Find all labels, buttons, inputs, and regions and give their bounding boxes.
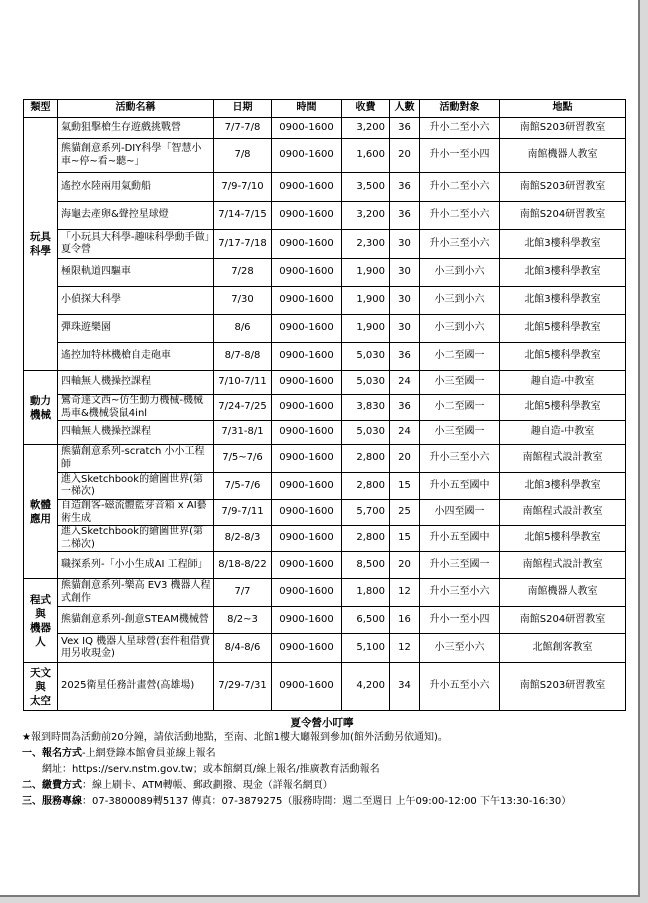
fee-cell: 8,500	[342, 552, 390, 579]
place-cell: 南館S203研習教室	[500, 173, 626, 202]
activity-name-cell: 2025衛星任務計畫營(高雄場)	[58, 663, 214, 711]
column-header: 活動名稱	[58, 100, 214, 118]
date-cell: 8/7-8/8	[214, 343, 272, 371]
activity-name-cell: 進入Sketchbook的繪圖世界(第一梯次)	[58, 473, 214, 500]
notes-checkin-line: ★報到時間為活動前20分鐘，請依活動地點，至南、北館1樓大廳報到參加(館外活動另依通知)。	[22, 732, 448, 743]
place-cell: 北館3樓科學教室	[500, 473, 626, 500]
table-row	[24, 421, 626, 445]
fee-cell: 1,900	[342, 259, 390, 287]
column-header: 日期	[214, 100, 272, 118]
count-cell: 12	[390, 579, 420, 607]
category-cell	[24, 579, 58, 663]
fee-cell: 5,030	[342, 371, 390, 395]
activity-name-cell: 四軸無人機操控課程	[58, 371, 214, 395]
camp-schedule-table	[23, 99, 626, 711]
count-cell: 25	[390, 500, 420, 526]
time-cell: 0900-1600	[272, 473, 342, 500]
table-row	[24, 139, 626, 173]
activity-name-cell: 彈珠遊樂園	[58, 315, 214, 343]
category-label: 科學	[30, 245, 51, 257]
notes-hotline-line	[22, 794, 622, 810]
count-cell: 36	[390, 118, 420, 139]
count-cell: 34	[390, 663, 420, 711]
category-label: 機器	[30, 621, 51, 634]
fee-cell: 5,030	[342, 421, 390, 445]
place-cell: 北館3樓科學教室	[500, 230, 626, 259]
target-cell: 小四至國一	[420, 500, 500, 526]
count-cell: 20	[390, 139, 420, 173]
count-cell: 36	[390, 395, 420, 421]
date-cell: 7/5~7/6	[214, 445, 272, 473]
table-row	[24, 445, 626, 473]
category-label: 與	[35, 607, 46, 620]
category-label: 機械	[30, 408, 51, 421]
date-cell: 7/28	[214, 259, 272, 287]
table-row	[24, 607, 626, 634]
activity-name-cell: 熊貓創意系列-樂高 EV3 機器人程式創作	[58, 579, 214, 607]
target-cell: 小三至國一	[420, 421, 500, 445]
fee-cell: 4,200	[342, 663, 390, 711]
count-cell: 36	[390, 173, 420, 202]
activity-name-cell: 氣動狙擊槍生存遊戲挑戰營	[58, 118, 214, 139]
time-cell: 0900-1600	[272, 607, 342, 634]
time-cell: 0900-1600	[272, 421, 342, 445]
time-cell: 0900-1600	[272, 395, 342, 421]
place-cell: 北館5樓科學教室	[500, 526, 626, 552]
count-cell: 30	[390, 287, 420, 315]
table-row	[24, 202, 626, 230]
table-row	[24, 287, 626, 315]
target-cell: 小二至國一	[420, 343, 500, 371]
time-cell: 0900-1600	[272, 634, 342, 663]
count-cell: 16	[390, 607, 420, 634]
activity-name-cell: 極限軌道四驅車	[58, 259, 214, 287]
table-row	[24, 663, 626, 711]
viewer-background-bottom	[0, 897, 648, 903]
category-cell	[24, 118, 58, 371]
target-cell: 小三到小六	[420, 259, 500, 287]
count-cell: 30	[390, 259, 420, 287]
place-cell: 北館3樓科學教室	[500, 259, 626, 287]
place-cell: 南館機器人教室	[500, 139, 626, 173]
count-cell: 36	[390, 343, 420, 371]
count-cell: 20	[390, 552, 420, 579]
place-cell: 南館機器人教室	[500, 579, 626, 607]
table-row	[24, 343, 626, 371]
activity-name-cell: 熊貓創意系列-DIY科學「智慧小車~停~看~聽~」	[58, 139, 214, 173]
activity-name-cell: Vex IQ 機器人星球營(套件租借費用另收現金)	[58, 634, 214, 663]
target-cell: 升小三至小六	[420, 445, 500, 473]
activity-name-cell: 職探系列-「小小生成AI 工程師」	[58, 552, 214, 579]
table-row	[24, 230, 626, 259]
time-cell: 0900-1600	[272, 552, 342, 579]
target-cell: 小三至國一	[420, 371, 500, 395]
place-cell: 北館創客教室	[500, 634, 626, 663]
target-cell: 升小五至國中	[420, 526, 500, 552]
table-row	[24, 315, 626, 343]
viewer-background-right	[640, 0, 648, 903]
time-cell: 0900-1600	[272, 343, 342, 371]
target-cell: 升小二至小六	[420, 202, 500, 230]
activity-name-cell: 遙控加特林機槍自走砲車	[58, 343, 214, 371]
time-cell: 0900-1600	[272, 118, 342, 139]
notes-payment-line	[22, 778, 622, 794]
target-cell: 小三至小六	[420, 634, 500, 663]
column-header: 時間	[272, 100, 342, 118]
table-row	[24, 579, 626, 607]
target-cell: 小三到小六	[420, 287, 500, 315]
fee-cell: 2,800	[342, 473, 390, 500]
category-label: 天文	[30, 666, 51, 679]
date-cell: 7/8	[214, 139, 272, 173]
fee-cell: 2,300	[342, 230, 390, 259]
category-label: 應用	[30, 512, 51, 525]
fee-cell: 5,700	[342, 500, 390, 526]
date-cell: 8/6	[214, 315, 272, 343]
date-cell: 8/18-8/22	[214, 552, 272, 579]
activity-name-cell: 進入Sketchbook的繪圖世界(第二梯次)	[58, 526, 214, 552]
date-cell: 7/10-7/11	[214, 371, 272, 395]
column-header: 人數	[390, 100, 420, 118]
table-row	[24, 500, 626, 526]
table-row	[24, 118, 626, 139]
table-row	[24, 526, 626, 552]
signup-label: 一、報名方式	[22, 748, 82, 759]
time-cell: 0900-1600	[272, 663, 342, 711]
date-cell: 7/17-7/18	[214, 230, 272, 259]
table-row	[24, 173, 626, 202]
category-label: 人	[35, 635, 46, 648]
place-cell: 南館程式設計教室	[500, 445, 626, 473]
category-label: 太空	[30, 694, 51, 707]
place-cell: 南館S203研習教室	[500, 663, 626, 711]
place-cell: 北館5樓科學教室	[500, 343, 626, 371]
table-row	[24, 473, 626, 500]
fee-cell: 5,100	[342, 634, 390, 663]
place-cell: 北館5樓科學教室	[500, 395, 626, 421]
camp-notes	[22, 716, 622, 810]
column-header: 收費	[342, 100, 390, 118]
activity-name-cell: 鸞奇達文西~仿生動力機械-機械馬車&機械袋鼠4inl	[58, 395, 214, 421]
column-header: 類型	[24, 100, 58, 118]
target-cell: 升小二至小六	[420, 173, 500, 202]
table-row	[24, 552, 626, 579]
time-cell: 0900-1600	[272, 202, 342, 230]
fee-cell: 6,500	[342, 607, 390, 634]
place-cell: 南館程式設計教室	[500, 552, 626, 579]
date-cell: 8/2-8/3	[214, 526, 272, 552]
time-cell: 0900-1600	[272, 579, 342, 607]
date-cell: 7/7-7/8	[214, 118, 272, 139]
activity-name-cell: 小偵探大科學	[58, 287, 214, 315]
table-row	[24, 395, 626, 421]
table-header-row	[24, 100, 626, 118]
hotline-text: ：07-3800089轉5137 傳真：07-3879275（服務時間：週二至週日 上午09:00-12:00 下午13:30-16:30）	[82, 796, 572, 807]
place-cell: 北館5樓科學教室	[500, 315, 626, 343]
count-cell: 15	[390, 526, 420, 552]
date-cell: 8/2~3	[214, 607, 272, 634]
column-header: 地點	[500, 100, 626, 118]
category-label: 動力	[30, 394, 51, 407]
activity-name-cell: 熊貓創意系列-scratch 小小工程師	[58, 445, 214, 473]
count-cell: 15	[390, 473, 420, 500]
place-cell: 南館S204研習教室	[500, 202, 626, 230]
activity-name-cell: 海龜去產卵&聲控星球燈	[58, 202, 214, 230]
target-cell: 升小一至小四	[420, 139, 500, 173]
date-cell: 7/9-7/11	[214, 500, 272, 526]
date-cell: 7/9-7/10	[214, 173, 272, 202]
date-cell: 7/5-7/6	[214, 473, 272, 500]
fee-cell: 3,500	[342, 173, 390, 202]
category-cell	[24, 663, 58, 711]
date-cell: 7/24-7/25	[214, 395, 272, 421]
notes-title: 夏令營小叮嚀	[290, 717, 354, 729]
category-cell	[24, 445, 58, 579]
fee-cell: 5,030	[342, 343, 390, 371]
target-cell: 升小三至小六	[420, 230, 500, 259]
category-label: 軟體	[30, 498, 51, 511]
place-cell: 南館程式設計教室	[500, 500, 626, 526]
target-cell: 升小三至國一	[420, 552, 500, 579]
table-row	[24, 371, 626, 395]
fee-cell: 3,200	[342, 202, 390, 230]
hotline-label: 三、服務專線	[22, 796, 82, 807]
activity-name-cell: 自造創客-磁流體藍芽音箱 x AI藝術生成	[58, 500, 214, 526]
time-cell: 0900-1600	[272, 526, 342, 552]
date-cell: 7/29-7/31	[214, 663, 272, 711]
category-label: 程式	[30, 593, 51, 606]
time-cell: 0900-1600	[272, 445, 342, 473]
place-cell: 南館S204研習教室	[500, 607, 626, 634]
fee-cell: 3,830	[342, 395, 390, 421]
target-cell: 升小五至國中	[420, 473, 500, 500]
column-header: 活動對象	[420, 100, 500, 118]
time-cell: 0900-1600	[272, 230, 342, 259]
signup-text: -上網登錄本館會員並線上報名	[82, 748, 216, 759]
date-cell: 7/31-8/1	[214, 421, 272, 445]
time-cell: 0900-1600	[272, 315, 342, 343]
place-cell: 南館S203研習教室	[500, 118, 626, 139]
page-shadow-bottom	[0, 895, 640, 897]
time-cell: 0900-1600	[272, 287, 342, 315]
payment-label: 二、繳費方式	[22, 780, 82, 791]
activity-name-cell: 熊貓創意系列-創意STEAM機械營	[58, 607, 214, 634]
fee-cell: 1,600	[342, 139, 390, 173]
category-label: 玩具	[30, 231, 51, 243]
date-cell: 7/30	[214, 287, 272, 315]
count-cell: 24	[390, 371, 420, 395]
fee-cell: 1,800	[342, 579, 390, 607]
target-cell: 升小二至小六	[420, 118, 500, 139]
target-cell: 小三到小六	[420, 315, 500, 343]
category-label: 與	[35, 680, 46, 693]
count-cell: 20	[390, 445, 420, 473]
count-cell: 12	[390, 634, 420, 663]
time-cell: 0900-1600	[272, 500, 342, 526]
fee-cell: 3,200	[342, 118, 390, 139]
payment-text: ：線上刷卡、ATM轉帳、郵政劃撥、現金（詳報名網頁）	[82, 780, 333, 791]
activity-name-cell: 遙控水陸兩用氣動船	[58, 173, 214, 202]
fee-cell: 2,800	[342, 445, 390, 473]
activity-name-cell: 四軸無人機操控課程	[58, 421, 214, 445]
count-cell: 36	[390, 202, 420, 230]
date-cell: 7/14-7/15	[214, 202, 272, 230]
fee-cell: 2,800	[342, 526, 390, 552]
time-cell: 0900-1600	[272, 139, 342, 173]
date-cell: 8/4-8/6	[214, 634, 272, 663]
date-cell: 7/7	[214, 579, 272, 607]
page-shadow-right	[638, 0, 640, 897]
fee-cell: 1,900	[342, 287, 390, 315]
count-cell: 30	[390, 230, 420, 259]
count-cell: 30	[390, 315, 420, 343]
count-cell: 24	[390, 421, 420, 445]
activity-name-cell: 「小玩具大科學-趣味科學動手做」夏令營	[58, 230, 214, 259]
place-cell: 趣自造-中教室	[500, 371, 626, 395]
category-cell	[24, 371, 58, 445]
target-cell: 小二至國一	[420, 395, 500, 421]
place-cell: 趣自造-中教室	[500, 421, 626, 445]
target-cell: 升小五至小六	[420, 663, 500, 711]
table-row	[24, 634, 626, 663]
target-cell: 升小三至小六	[420, 579, 500, 607]
time-cell: 0900-1600	[272, 173, 342, 202]
target-cell: 升小一至小四	[420, 607, 500, 634]
notes-signup-line	[22, 746, 622, 762]
table-row	[24, 259, 626, 287]
notes-url-line: 網址：https://serv.nstm.gov.tw；或本館網頁/線上報名/推廣教育活動報名	[42, 764, 380, 775]
time-cell: 0900-1600	[272, 259, 342, 287]
place-cell: 北館3樓科學教室	[500, 287, 626, 315]
fee-cell: 1,900	[342, 315, 390, 343]
time-cell: 0900-1600	[272, 371, 342, 395]
